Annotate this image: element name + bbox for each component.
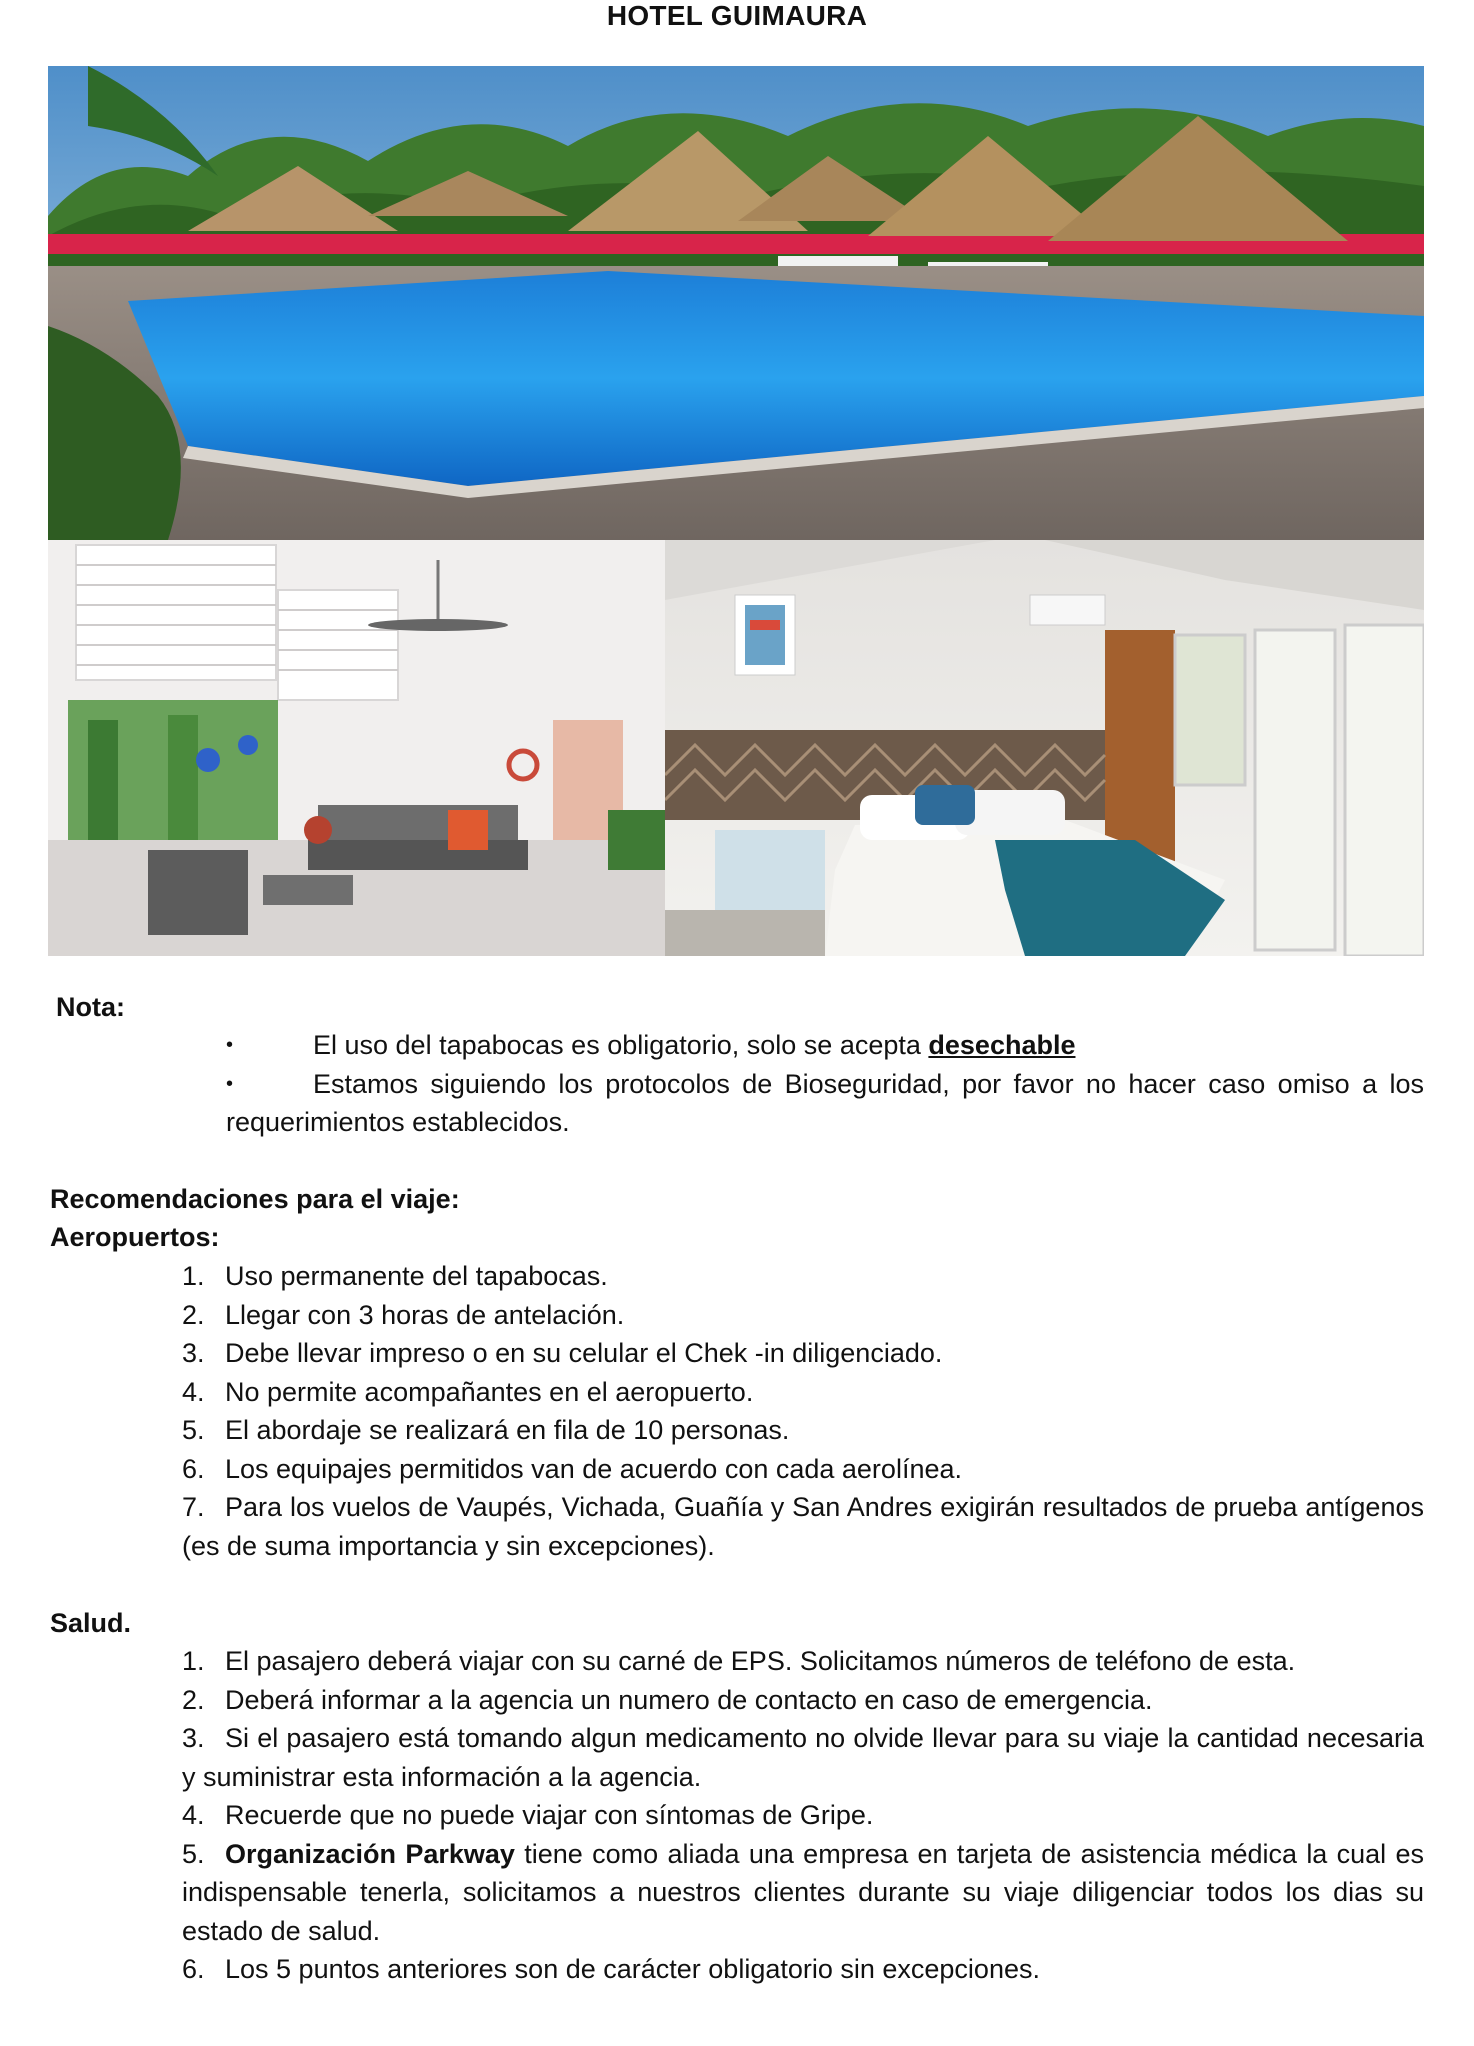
lobby-lounge-photo <box>48 540 665 956</box>
list-number: 6. <box>182 1954 205 1984</box>
bedroom-photo <box>665 540 1424 956</box>
list-number: 4. <box>182 1376 205 1407</box>
list-item <box>182 1488 1424 1565</box>
list-item <box>182 1257 1424 1296</box>
list-number: 5. <box>182 1838 205 1869</box>
list-number: 5. <box>182 1415 205 1445</box>
list-text: Si el pasajero está tomando algun medicamento no olvide llevar para su viaje la cantidad necesaria y suministrar esta información a la agencia. <box>182 1723 1424 1792</box>
list-item <box>182 1296 1424 1335</box>
airports-heading: Aeropuertos: <box>50 1222 220 1252</box>
hotel-pool-photo <box>48 66 1424 540</box>
list-text: No permite acompañantes en el aeropuerto. <box>225 1376 754 1407</box>
list-text: Uso permanente del tapabocas. <box>225 1261 608 1291</box>
recommendations-heading: Recomendaciones para el viaje: <box>50 1184 460 1214</box>
list-number: 2. <box>182 1684 205 1715</box>
airports-list <box>182 1257 1424 1565</box>
list-text: Deberá informar a la agencia un numero de contacto en caso de emergencia. <box>225 1684 1153 1715</box>
list-number: 6. <box>182 1453 205 1484</box>
list-text: Debe llevar impreso o en su celular el Chek -in diligenciado. <box>225 1338 943 1368</box>
list-text: El pasajero deberá viajar con su carné de EPS. Solicitamos números de teléfono de esta. <box>225 1646 1296 1676</box>
list-number: 7. <box>182 1492 205 1522</box>
health-heading: Salud. <box>50 1608 132 1638</box>
list-item <box>182 1373 1424 1412</box>
list-item <box>182 1411 1424 1450</box>
list-item <box>182 1950 1424 1989</box>
list-number: 2. <box>182 1299 205 1330</box>
list-item <box>182 1642 1424 1681</box>
list-item <box>226 1065 1424 1142</box>
note-bullet-text: El uso del tapabocas es obligatorio, solo se acepta <box>313 1030 929 1060</box>
note-bullet-list <box>226 1026 1424 1142</box>
health-list <box>182 1642 1424 1989</box>
list-text: Los equipajes permitidos van de acuerdo con cada aerolínea. <box>225 1453 962 1484</box>
note-emphasis: desechable <box>928 1030 1076 1060</box>
list-item <box>182 1796 1424 1835</box>
list-number: 1. <box>182 1646 205 1676</box>
list-number: 4. <box>182 1800 205 1830</box>
list-item <box>182 1835 1424 1951</box>
list-item <box>182 1719 1424 1796</box>
organization-name: Organización Parkway <box>225 1838 515 1869</box>
list-number: 3. <box>182 1338 205 1368</box>
list-item <box>182 1681 1424 1720</box>
list-number: 1. <box>182 1261 205 1291</box>
page-title: HOTEL GUIMAURA <box>606 0 868 31</box>
list-text: Recuerde que no puede viajar con síntomas de Gripe. <box>225 1800 874 1830</box>
list-text: tiene como aliada una empresa en tarjeta de asistencia médica la cual es indispensable tenerla, solicitamos a nuestros clientes durante su viaje diligenciar todos los dias su estado de salud. <box>182 1838 1425 1946</box>
list-text: Para los vuelos de Vaupés, Vichada, Guañía y San Andres exigirán resultados de prueba antígenos (es de suma importancia y sin excepciones). <box>182 1492 1424 1561</box>
note-heading: Nota: <box>56 992 125 1022</box>
note-bullet-text: Estamos siguiendo los protocolos de Bioseguridad, por favor no hacer caso omiso a los requerimientos establecidos. <box>226 1068 1424 1137</box>
list-text: Llegar con 3 horas de antelación. <box>225 1299 625 1330</box>
list-item <box>226 1026 1424 1065</box>
list-item <box>182 1450 1424 1489</box>
list-number: 3. <box>182 1723 205 1753</box>
list-text: El abordaje se realizará en fila de 10 personas. <box>225 1415 790 1445</box>
list-text: Los 5 puntos anteriores son de carácter obligatorio sin excepciones. <box>225 1954 1040 1984</box>
list-item <box>182 1334 1424 1373</box>
